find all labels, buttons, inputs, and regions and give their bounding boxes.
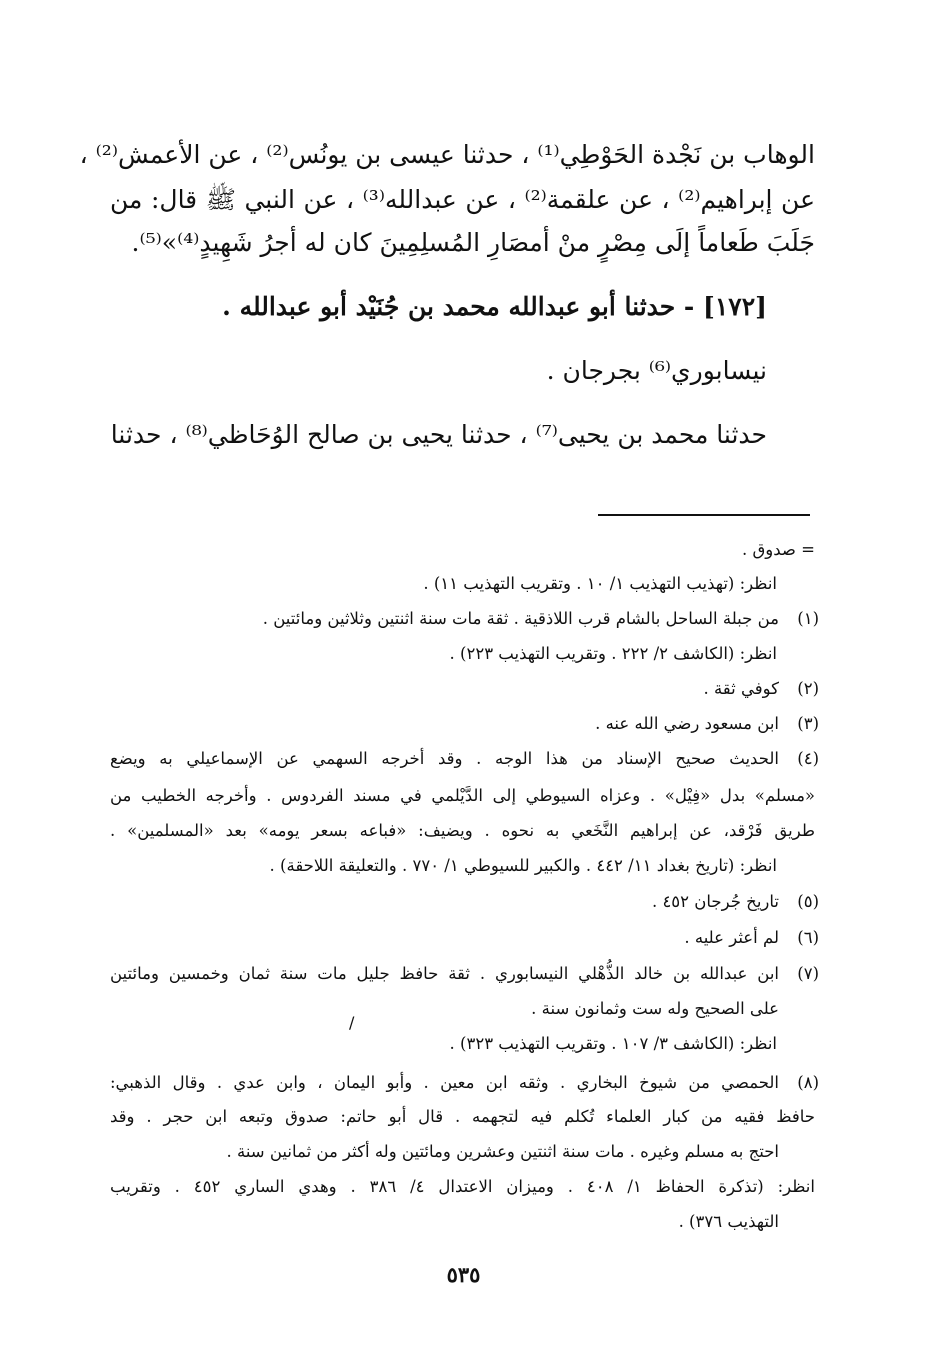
footnote-3-line-1: ابن مسعود رضي الله عنه . bbox=[595, 714, 779, 733]
footnote-8-line-5: التهذيب ٣٧٦) . bbox=[678, 1212, 779, 1231]
footnote-1-line-1: من جبلة الساحل بالشام قرب اللاذقية . ثقة مات سنة اثنتين وثلاثين ومائتين . bbox=[262, 609, 779, 628]
footnote-number: (٣) bbox=[797, 714, 819, 733]
footnote-number: (٤) bbox=[797, 749, 819, 768]
footnote-continuation-line-1: = صدوق . bbox=[741, 540, 815, 559]
footnote-8-line-1: الحمصي من شيوخ البخاري . وثقه ابن معين . وأبو اليمان ، وابن عدي . وقال الذهبي: bbox=[110, 1073, 779, 1092]
footnote-5-line-1: تاريخ جُرجان ٤٥٢ . bbox=[651, 892, 779, 911]
stray-mark: / bbox=[349, 1013, 355, 1032]
main-text-line-2: عن إبراهيم⁽²⁾ ، عن علقمة⁽²⁾ ، عن عبدالله⁽³⁾ ، عن النبي ﷺ قال: من bbox=[110, 185, 815, 214]
entry-line-1: نيسابوري⁽⁶⁾ بجرجان . bbox=[546, 356, 767, 385]
footnote-4-line-4: انظر: (تاريخ بغداد ١١/ ٤٤٢ . والكبير للسيوطي ١/ ٧٧٠ . والتعليقة اللاحقة) . bbox=[269, 856, 777, 875]
entry-line-2: حدثنا محمد بن يحيى⁽⁷⁾ ، حدثنا يحيى بن صالح الوُحَاظي⁽⁸⁾ ، حدثنا bbox=[110, 420, 767, 449]
footnote-number: (٨) bbox=[797, 1073, 819, 1092]
footnote-number: (٥) bbox=[797, 892, 819, 911]
footnote-4-line-1: الحديث صحيح الإسناد من هذا الوجه . وقد أخرجه السهمي عن الإسماعيلي به ويضع bbox=[110, 749, 779, 768]
footnote-number: (٢) bbox=[797, 679, 819, 698]
footnote-number: (١) bbox=[797, 609, 819, 628]
footnote-4-line-3: طريق فَرْقد، عن إبراهيم النَّخَعي به نحوه . ويضيف: «فباعه بسعر يومه» بعد «المسلمين» . bbox=[110, 821, 815, 840]
footnote-8-line-4: انظر: (تذكرة الحفاظ ١/ ٤٠٨ . وميزان الاعتدال ٤/ ٣٨٦ . وهدي الساري ٤٥٢ . وتقريب bbox=[110, 1177, 815, 1196]
footnote-7-line-1: ابن عبدالله بن خالد الذُّهْلي النيسابوري . ثقة حافظ جليل مات سنة ثمان وخمسين ومائتين bbox=[110, 964, 779, 983]
footnote-2-line-1: كوفي ثقة . bbox=[703, 679, 779, 698]
entry-heading: [١٧٢] - حدثنا أبو عبدالله محمد بن جُنَيْد أبو عبدالله . bbox=[222, 292, 767, 321]
footnote-7-line-2: على الصحيح وله ست وثمانون سنة . bbox=[531, 999, 779, 1018]
main-text-line-3: جَلَبَ طَعاماً إلَى مِصْرٍ منْ أمصَارِ المُسلِمِينَ كان له أجرُ شَهِيدٍ⁽⁴⁾»⁽⁵⁾. bbox=[131, 228, 815, 257]
footnote-number: (٧) bbox=[797, 964, 819, 983]
footnote-number: (٦) bbox=[797, 928, 819, 947]
footnote-6-line-1: لم أعثر عليه . bbox=[684, 928, 779, 947]
footnote-1-line-2: انظر: (الكاشف ٢/ ٢٢٢ . وتقريب التهذيب ٢٢٣) . bbox=[449, 644, 777, 663]
footnote-separator bbox=[598, 514, 810, 516]
footnote-7-line-3: انظر: (الكاشف ٣/ ١٠٧ . وتقريب التهذيب ٣٢٣) . bbox=[449, 1034, 777, 1053]
footnote-8-line-3: احتج به مسلم وغيره . مات سنة اثنتين وعشرين ومائتين وله أكثر من ثمانين سنة . bbox=[226, 1142, 779, 1161]
page-number: ٥٣٥ bbox=[446, 1262, 481, 1287]
main-text-line-1: الوهاب بن نَجْدة الحَوْطِي⁽¹⁾ ، حدثنا عيسى بن يونُس⁽²⁾ ، عن الأعمش⁽²⁾ ، bbox=[79, 140, 815, 169]
footnote-4-line-2: «مسلم» بدل «فِيْل» . وعزاه السيوطي إلى الدَّيْلمي في مسند الفردوس . وأخرجه الخطيب من bbox=[110, 786, 815, 805]
footnote-continuation-line-2: انظر: (تهذيب التهذيب ١/ ١٠ . وتقريب التهذيب ١١) . bbox=[423, 574, 777, 593]
footnote-8-line-2: حافظ فقيه من كبار العلماء تُكلم فيه لتجهمه . قال أبو حاتم: صدوق وتبعه ابن حجر . وقد bbox=[110, 1107, 815, 1126]
